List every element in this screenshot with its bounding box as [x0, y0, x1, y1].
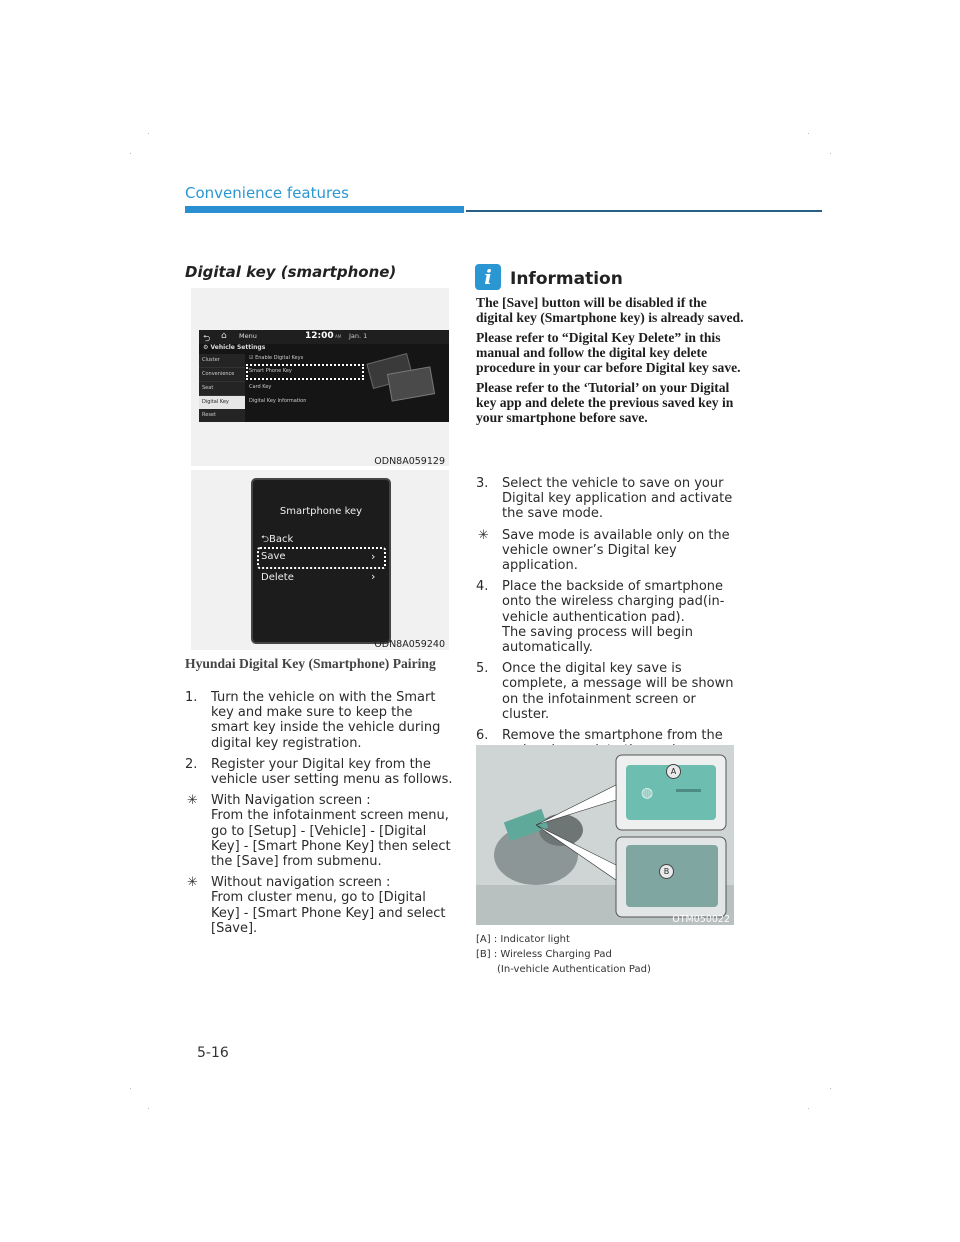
- menu-label[interactable]: Menu: [239, 332, 257, 340]
- pairing-heading: Hyundai Digital Key (Smartphone) Pairing: [185, 656, 436, 671]
- date: Jan. 1: [349, 332, 368, 340]
- phone-image: [387, 366, 435, 401]
- clock-ampm: AM: [335, 334, 342, 339]
- sidebar-item-digital-key[interactable]: Digital Key: [199, 396, 245, 409]
- page-number: 5-16: [197, 1045, 229, 1061]
- info-title: Information: [510, 269, 623, 289]
- left-steps: [185, 690, 453, 942]
- row-smart-phone-key[interactable]: Smart Phone Key: [249, 368, 292, 374]
- screen-topbar: [199, 330, 449, 344]
- legend-item-cont: (In-vehicle Authentication Pad): [497, 964, 651, 975]
- info-paragraph: Please refer to the ‘Tutorial’ on your Digital key app and delete the previous saved key in your smartphone before save.: [476, 380, 734, 425]
- sidebar-item-reset[interactable]: Reset: [202, 412, 216, 418]
- info-body: [476, 295, 746, 425]
- settings-sidebar: [199, 354, 245, 422]
- cluster-delete[interactable]: Delete: [261, 572, 294, 583]
- cluster-title: Smartphone key: [279, 506, 363, 517]
- legend-item: [A] : Indicator light: [476, 934, 570, 945]
- info-paragraph: Please refer to “Digital Key Delete” in this manual and follow the digital key delete procedure in your car before Digital key save.: [476, 330, 741, 375]
- label-b: B: [659, 864, 674, 879]
- crop-mark: [148, 133, 149, 134]
- label-a: A: [666, 764, 681, 779]
- crop-mark: [830, 153, 831, 154]
- figure-code: OTM050022: [672, 914, 730, 925]
- section-title: Digital key (smartphone): [185, 263, 397, 281]
- sidebar-item-convenience[interactable]: Convenience: [199, 368, 245, 382]
- figure-code: ODN8A059240: [374, 639, 445, 650]
- crop-mark: [808, 1108, 809, 1109]
- svg-text:◍: ◍: [641, 785, 654, 801]
- figure-charging-pad: [476, 745, 734, 925]
- back-arrow-icon: ⮌: [261, 534, 270, 545]
- sidebar-item-cluster[interactable]: Cluster: [199, 354, 245, 368]
- back-icon[interactable]: ⮌: [203, 334, 211, 344]
- note-item: ✳ Save mode is available only on the vehicle owner’s Digital key application.: [478, 527, 730, 574]
- info-paragraph: The [Save] button will be disabled if the digital key (Smartphone key) is already saved.: [476, 295, 744, 325]
- crop-mark: [148, 1108, 149, 1109]
- figure-legend: [476, 932, 746, 977]
- row-digital-key-information[interactable]: Digital Key Information: [249, 398, 307, 404]
- section-header: Convenience features: [185, 184, 349, 202]
- right-steps: [476, 476, 738, 780]
- figure-code: ODN8A059129: [374, 456, 445, 467]
- header-rule: [466, 210, 822, 212]
- step-item: 2. Register your Digital key from the vehicle user setting menu as follows.: [185, 756, 453, 788]
- note-item: ✳ Without navigation screen : From cluster menu, go to [Digital Key] - [Smart Phone Key] and select [Save].: [187, 875, 446, 936]
- row-enable-digital-keys[interactable]: ☑ Enable Digital Keys: [249, 355, 304, 361]
- crop-mark: [130, 153, 131, 154]
- gear-icon: ⚙: [203, 344, 209, 351]
- infotainment-screen: [199, 330, 449, 422]
- row-card-key[interactable]: Card Key: [249, 384, 272, 390]
- cluster-screen: [251, 478, 391, 644]
- crop-mark: [130, 1088, 131, 1089]
- chevron-right-icon: ›: [371, 550, 376, 563]
- info-icon: i: [475, 264, 501, 290]
- cluster-back[interactable]: ⮌Back: [261, 534, 294, 545]
- sidebar-item-seat[interactable]: Seat: [199, 382, 245, 396]
- step-item: 6. Remove the smartphone from the: [476, 728, 723, 744]
- note-item: ✳ With Navigation screen : From the infotainment screen menu, go to [Setup] - [Vehicle] - [Digital Key] - [Smart Phone Key] then select the [Save] from submenu.: [187, 793, 451, 870]
- legend-item: [B] : Wireless Charging Pad: [476, 949, 612, 960]
- settings-title: ⚙ Vehicle Settings: [203, 344, 266, 351]
- step-item: 1. Turn the vehicle on with the Smart key and make sure to keep the smart key inside the vehicle during digital key registration.: [185, 690, 441, 751]
- home-icon[interactable]: ⌂: [221, 331, 227, 341]
- figure-cluster: [191, 470, 449, 650]
- clock: 12:00: [305, 331, 334, 341]
- header-bar: [185, 206, 464, 213]
- step-item: 3. Select the vehicle to save on your Digital key application and activate the save mode.: [476, 476, 733, 522]
- crop-mark: [808, 133, 809, 134]
- step-item: 4. Place the backside of smartphone onto the wireless charging pad(in-vehicle authentication pad). The saving process will begin automatically.: [476, 579, 725, 656]
- step-item: 5. Once the digital key save is complete, a message will be shown on the infotainment screen or cluster.: [476, 661, 734, 722]
- chevron-right-icon: ›: [371, 570, 376, 583]
- crop-mark: [830, 1088, 831, 1089]
- cluster-save[interactable]: Save: [261, 551, 286, 562]
- console-illustration: [476, 745, 734, 925]
- figure-infotainment: [191, 288, 449, 466]
